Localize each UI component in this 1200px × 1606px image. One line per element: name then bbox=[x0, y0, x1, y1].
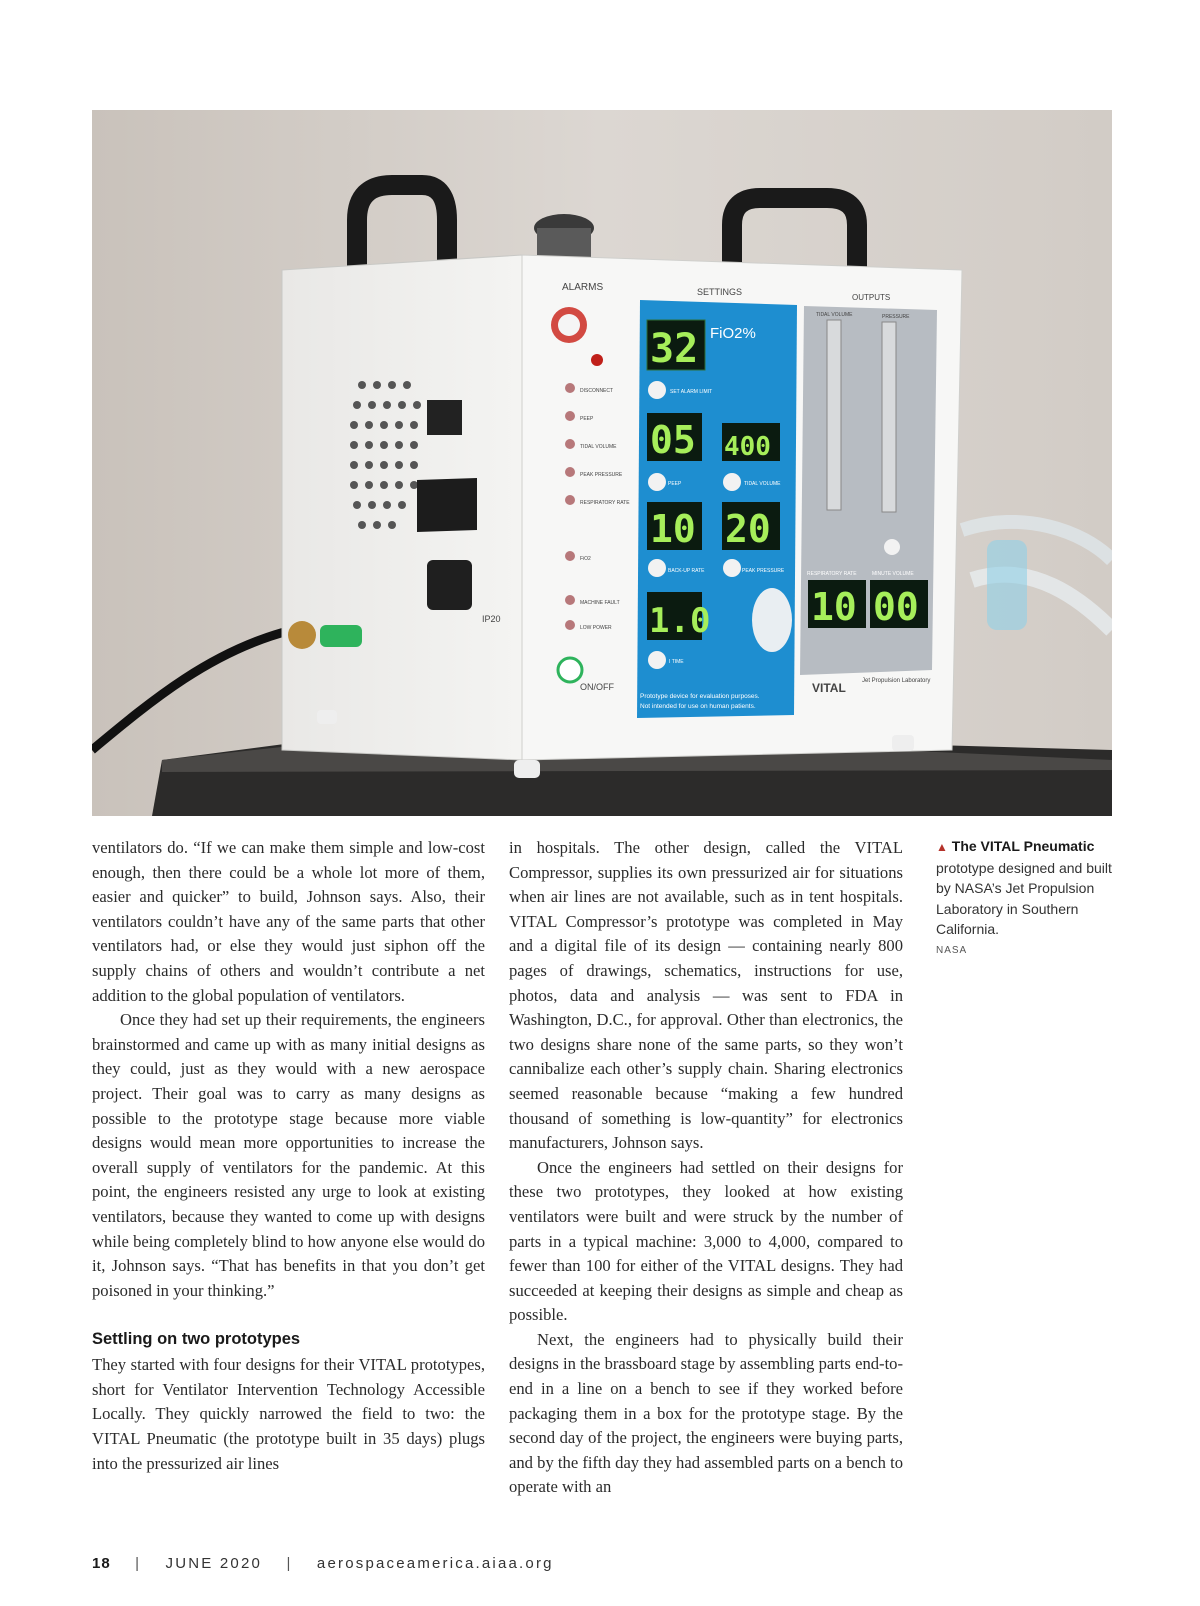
settings-label: SETTINGS bbox=[697, 287, 743, 297]
disclaimer-line-1: Prototype device for evaluation purposes. bbox=[640, 693, 760, 700]
ventilator-photo bbox=[92, 110, 1112, 816]
section-subhead: Settling on two prototypes bbox=[92, 1330, 301, 1349]
alarm-item-3: PEAK PRESSURE bbox=[580, 472, 623, 478]
peep-display: 05 bbox=[650, 418, 696, 462]
paragraph: Once the engineers had settled on their designs for these two prototypes, they looked at how existing ventilators were built and were struck by the number of parts in a typical machine: 3,000 to 4,000, compared to fewer than 100 for either of the VITAL designs. They had succeeded at keeping their designs as simple and cheap as possible. bbox=[509, 1157, 903, 1325]
minute-volume-display: 00 bbox=[873, 585, 919, 629]
minute-volume-output-label: MINUTE VOLUME bbox=[872, 571, 914, 577]
tidal-volume-output-label: TIDAL VOLUME bbox=[816, 312, 853, 318]
ip20-label: IP20 bbox=[482, 614, 501, 624]
article-column-1 bbox=[92, 836, 485, 1476]
disclaimer-line-2: Not intended for use on human patients. bbox=[640, 703, 756, 710]
alarm-item-4: RESPIRATORY RATE bbox=[580, 500, 630, 506]
peep-setting-label: PEEP bbox=[668, 481, 682, 487]
peak-pressure-label: PEAK PRESSURE bbox=[742, 568, 785, 574]
footer-separator: | bbox=[286, 1555, 293, 1572]
article-column-2 bbox=[509, 836, 903, 1500]
backup-rate-label: BACK-UP RATE bbox=[668, 568, 705, 574]
page-number: 18 bbox=[92, 1555, 111, 1572]
caption-text: prototype designed and built by NASA’s Jet Propulsion Laboratory in Southern California. bbox=[936, 859, 1112, 937]
alarm-item-0: DISCONNECT bbox=[580, 388, 614, 394]
alarm-item-1: PEEP bbox=[580, 416, 594, 422]
respiratory-rate-output-label: RESPIRATORY RATE bbox=[807, 571, 857, 577]
alarm-item-2: TIDAL VOLUME bbox=[580, 444, 617, 450]
fio2-display: 32 bbox=[650, 326, 699, 372]
triangle-marker-icon: ▲ bbox=[936, 840, 948, 854]
issue-date: JUNE 2020 bbox=[165, 1555, 263, 1572]
footer-separator: | bbox=[135, 1555, 142, 1572]
paragraph: Next, the engineers had to physically build their designs in the brassboard stage by assembling parts end-to-end in a line on a bench to see if they worked before packaging them in a box for the prototype stage. By the second day of the project, the engineers were buying parts, and by the fifth day they had assembled parts on a bench to operate with an bbox=[509, 1329, 903, 1497]
peak-pressure-display: 20 bbox=[725, 507, 771, 551]
tidal-volume-setting-label: TIDAL VOLUME bbox=[744, 481, 781, 487]
alarm-item-5: FiO2 bbox=[580, 556, 591, 562]
backup-rate-display: 10 bbox=[650, 507, 696, 551]
fio2-label: FiO2% bbox=[710, 325, 756, 342]
i-time-label: I TIME bbox=[669, 659, 684, 665]
paragraph: Once they had set up their requirements, the engineers brainstormed and came up with as many initial designs as they could, just as they would with a new aerospace project. Their goal was to carry as many designs as possible to the prototype stage because more viable designs would mean more opportunities to increase the overall supply of ventilators for the pandemic. At this point, the engineers resisted any urge to look at existing ventilators, because they wanted to come up with designs while being completely blind to how anyone else would do it, Johnson says. “That has benefits in that you don’t get poisoned in your thinking.” bbox=[92, 1010, 485, 1300]
on-off-label: ON/OFF bbox=[580, 682, 614, 692]
i-time-display: 1.0 bbox=[649, 601, 711, 641]
pressure-output-label: PRESSURE bbox=[882, 314, 910, 320]
photo-credit: NASA bbox=[936, 945, 968, 956]
paragraph: ventilators do. “If we can make them simple and low-cost enough, then there could be a whole lot more of them, easier and quicker” to build, Johnson says. Also, their ventilators couldn’t have any of the same parts that other ventilators had, or else they would just siphon off the supply chains of others and wouldn’t contribute a net addition to the global population of ventilators. bbox=[92, 838, 485, 1005]
photo-caption bbox=[936, 836, 1116, 940]
alarm-item-6: MACHINE FAULT bbox=[580, 600, 620, 606]
outputs-label: OUTPUTS bbox=[852, 293, 891, 302]
tidal-volume-display: 400 bbox=[724, 432, 771, 462]
caption-bold: The VITAL Pneumatic bbox=[951, 838, 1095, 854]
website-url: aerospaceamerica.aiaa.org bbox=[316, 1555, 554, 1572]
resp-rate-display: 10 bbox=[811, 585, 857, 629]
device-labels-layer bbox=[92, 110, 1112, 816]
paragraph: in hospitals. The other design, called the VITAL Compressor, supplies its own pressurized air for situations when air lines are not available, such as in tent hospitals. VITAL Compressor’s prototype was completed in May and a digital file of its design — containing nearly 800 pages of drawings, schematics, instructions for use, photos, data and analysis — was sent to FDA in Washington, D.C., for approval. Other than electronics, the two designs share none of the same parts, so they won’t cannibalize each other’s supply chain. Sharing electronics seemed reasonable because “making a few hundred thousand of something is low-quantity” for electronics manufacturers, Johnson says. bbox=[509, 838, 903, 1153]
jpl-label: Jet Propulsion Laboratory bbox=[862, 678, 931, 684]
set-alarm-limit-label: SET ALARM LIMIT bbox=[670, 389, 713, 395]
paragraph: They started with four designs for their VITAL prototypes, short for Ventilator Intervention Technology Accessible Locally. They quickly narrowed the field to two: the VITAL Pneumatic (the prototype built in 35 days) plugs into the pressurized air lines bbox=[92, 1355, 485, 1473]
vital-brand: VITAL bbox=[812, 681, 846, 695]
alarms-label: ALARMS bbox=[562, 282, 604, 293]
alarm-item-7: LOW POWER bbox=[580, 625, 612, 631]
page-footer bbox=[92, 1555, 554, 1572]
